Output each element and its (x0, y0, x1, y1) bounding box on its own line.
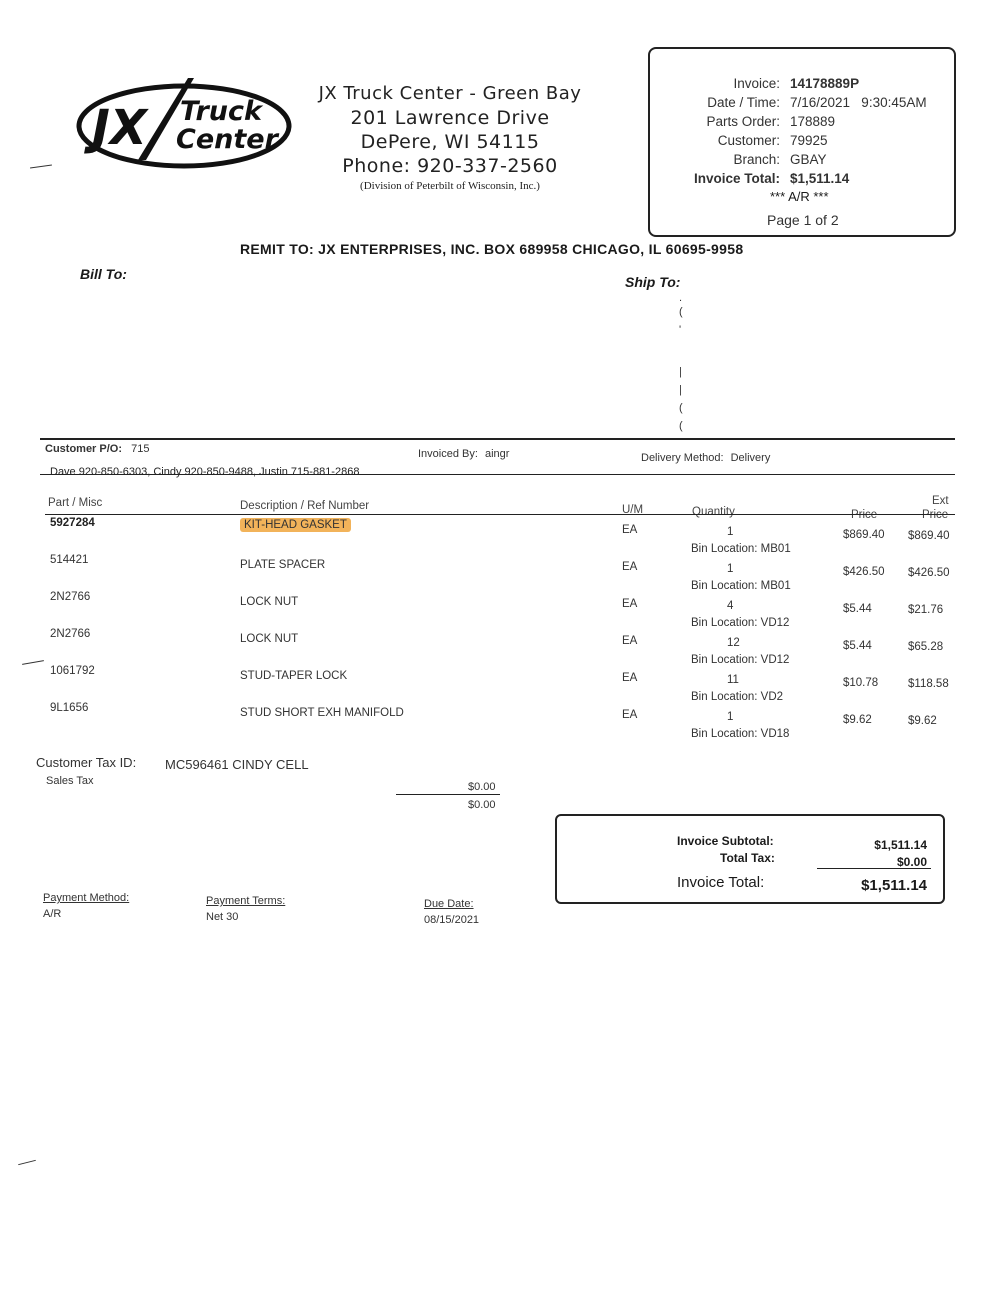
customer-tax-id-value: MC596461 CINDY CELL (165, 757, 309, 772)
subtotal-label: Invoice Subtotal: (677, 834, 774, 848)
branch-label: Branch: (733, 152, 780, 167)
subtotal-value: $1,511.14 (874, 838, 927, 852)
item-bin-location: Bin Location: VD12 (691, 617, 790, 629)
col-part: Part / Misc (48, 497, 103, 509)
divider-contacts (40, 474, 955, 475)
branch-value: GBAY (790, 152, 827, 167)
box-total-label: Invoice Total: (693, 171, 780, 186)
invoice-number-value: 14178889P (790, 76, 860, 91)
col-um: U/M (622, 504, 644, 516)
parts-order-label: Parts Order: (706, 114, 780, 129)
scan-mark (22, 660, 44, 665)
company-address-block (300, 82, 600, 194)
due-date-value: 08/15/2021 (424, 914, 480, 926)
company-city: DePere, WI 54115 (360, 131, 540, 153)
item-quantity: 4 (727, 600, 734, 612)
remit-to: REMIT TO: JX ENTERPRISES, INC. BOX 689958 CHICAGO, IL 60695-9958 (240, 241, 744, 257)
sales-tax-total: $0.00 (468, 799, 496, 811)
col-price: Price (851, 509, 878, 521)
item-um: EA (622, 524, 638, 536)
ar-label: *** A/R *** (770, 189, 829, 204)
item-description: PLATE SPACER (240, 559, 326, 571)
item-price: $10.78 (843, 677, 879, 689)
invoice-info-box (648, 47, 956, 237)
totals-box (555, 814, 945, 904)
item-description: KIT-HEAD GASKET (240, 518, 351, 532)
item-quantity: 1 (727, 563, 734, 575)
item-ext-price: $118.58 (908, 678, 949, 690)
divider-top (40, 438, 955, 440)
invoiced-by-value: aingr (484, 448, 510, 460)
item-price: $5.44 (843, 640, 872, 652)
total-tax-underline (817, 868, 931, 869)
item-um: EA (622, 598, 638, 610)
total-tax-label: Total Tax: (720, 851, 775, 865)
company-name: JX Truck Center - Green Bay (318, 83, 582, 104)
invoiced-by-label: Invoiced By: (418, 448, 478, 460)
customer-po-value: 715 (131, 443, 150, 455)
payment-terms-value: Net 30 (206, 911, 239, 923)
box-total-value: $1,511.14 (790, 171, 850, 186)
sales-tax-underline (396, 794, 500, 795)
item-description: STUD SHORT EXH MANIFOLD (240, 707, 404, 719)
customer-tax-id-label: Customer Tax ID: (36, 755, 137, 770)
parts-order-value: 178889 (790, 114, 836, 129)
item-description: LOCK NUT (240, 633, 299, 645)
item-bin-location: Bin Location: VD2 (691, 691, 784, 703)
item-um: EA (622, 709, 638, 721)
invoiced-by (418, 448, 509, 460)
invoice-number-label: Invoice: (733, 76, 780, 91)
item-bin-location: Bin Location: MB01 (691, 543, 791, 555)
item-ext-price: $9.62 (908, 715, 937, 727)
delivery-method-value: Delivery (730, 452, 771, 464)
item-um: EA (622, 561, 638, 573)
sales-tax-value: $0.00 (468, 781, 496, 793)
item-part: 1061792 (50, 665, 95, 677)
invoice-total-value: $1,511.14 (861, 877, 927, 894)
item-quantity: 12 (727, 637, 740, 649)
datetime-label: Date / Time: (707, 95, 780, 110)
company-logo (76, 72, 292, 170)
item-bin-location: Bin Location: MB01 (691, 580, 791, 592)
customer-label: Customer: (717, 133, 780, 148)
item-price: $869.40 (843, 529, 885, 541)
divider-header (45, 514, 955, 515)
item-part: 514421 (50, 554, 89, 566)
item-quantity: 11 (727, 674, 739, 686)
col-description: Description / Ref Number (240, 500, 370, 512)
payment-method-value: A/R (43, 908, 62, 920)
logo-text-truck: Truck (180, 96, 262, 127)
datetime-value: 7/16/2021 9:30:45AM (790, 95, 927, 110)
customer-po-label: Customer P/O: (45, 443, 123, 455)
logo-text-center: Center (176, 124, 278, 155)
total-tax-value: $0.00 (896, 855, 927, 869)
item-description: LOCK NUT (240, 596, 299, 608)
item-ext-price: $21.76 (908, 604, 944, 616)
invoice-total-label: Invoice Total: (677, 874, 765, 891)
logo-initials: JX (92, 100, 147, 156)
item-quantity: 1 (727, 711, 734, 723)
item-bin-location: Bin Location: VD18 (691, 728, 790, 740)
due-date-label: Due Date: (424, 898, 474, 910)
payment-terms-label: Payment Terms: (206, 895, 286, 907)
item-price: $426.50 (843, 566, 885, 578)
item-um: EA (622, 635, 638, 647)
page-indicator: Page 1 of 2 (767, 212, 839, 228)
col-ext-line1: Ext (932, 495, 949, 507)
item-ext-price: $426.50 (908, 567, 950, 579)
payment-method-label: Payment Method: (43, 892, 130, 904)
customer-po (45, 443, 149, 455)
delivery-method (641, 452, 770, 464)
item-description: STUD-TAPER LOCK (240, 670, 348, 682)
item-ext-price: $65.28 (908, 641, 944, 653)
item-part: 5927284 (50, 517, 95, 529)
col-quantity: Quantity (692, 506, 735, 518)
ship-to-label: Ship To: (625, 274, 681, 290)
item-um: EA (622, 672, 638, 684)
item-bin-location: Bin Location: VD12 (691, 654, 790, 666)
contacts-line: Dave 920-850-6303, Cindy 920-850-9488, Justin 715-881-2868 (50, 466, 360, 478)
company-phone: Phone: 920-337-2560 (342, 155, 558, 177)
item-part: 2N2766 (50, 628, 91, 640)
item-ext-price: $869.40 (908, 530, 950, 542)
bill-to-label: Bill To: (80, 266, 127, 282)
company-street: 201 Lawrence Drive (350, 107, 550, 129)
col-ext-line2: Price (922, 509, 949, 521)
item-price: $5.44 (843, 603, 872, 615)
delivery-method-label: Delivery Method: (641, 452, 724, 464)
item-part: 2N2766 (50, 591, 91, 603)
item-part: 9L1656 (50, 702, 89, 714)
redaction-marks: . ( ' | | ( ( (679, 292, 683, 432)
customer-value: 79925 (790, 133, 828, 148)
company-division: (Division of Peterbilt of Wisconsin, Inc.) (360, 180, 540, 192)
item-price: $9.62 (843, 714, 872, 726)
item-quantity: 1 (727, 526, 734, 538)
scan-mark (30, 164, 52, 168)
sales-tax-label: Sales Tax (46, 775, 94, 787)
scan-mark (18, 1160, 36, 1165)
